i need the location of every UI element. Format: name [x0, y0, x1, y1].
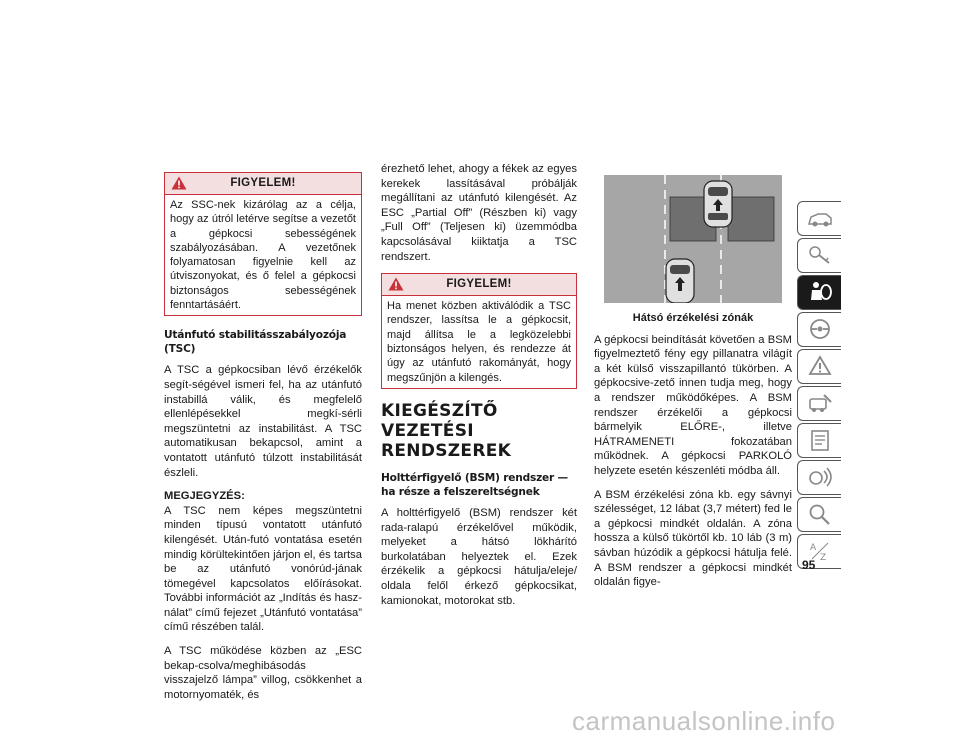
tsc-heading: Utánfutó stabilitásszabályozója (TSC) [164, 329, 347, 356]
rear-detection-zones-diagram [604, 175, 782, 303]
airbag-safety-icon [806, 280, 834, 304]
tab-emergency[interactable] [797, 349, 841, 384]
column-3 [594, 175, 792, 599]
bsm-heading: Holttérfigyelő (BSM) rendszer — ha része a felszereltségnek [381, 471, 568, 498]
chapter-tabs [797, 201, 841, 571]
warning-box-ssc [164, 172, 362, 316]
column-1 [164, 172, 362, 711]
tsc-paragraph: A TSC a gépkocsiban lévő érzékelők segít-ségével ismeri fel, ha az utánfutó instabillá válik, és megfelelő ellenlépésekkel megkí-sérli megszüntetni az instabilitást. A TSC automatikusan bekapcsol, amint a vontatott utánfutó túlzott instabilitását észleli. [164, 364, 362, 479]
warning-title: FIGYELEM! [446, 278, 512, 291]
maintenance-list-icon [806, 428, 834, 452]
note-text: A TSC nem képes megszüntetni minden típusú vontatott utánfutó kilengését. Után-futó vontatása esetén mindig körültekintően járjon el, és tartsa be az utánfutó vonórúd-jának tömegével kapcsolatos előírásokat. További információt az „Indítás és hasz-nálat” című fejezet „Utánfutó vontatása” című részében talál. [164, 504, 362, 634]
warning-triangle-icon [388, 277, 404, 291]
tab-introduction[interactable] [797, 201, 841, 236]
bsm-startup-paragraph: A gépkocsi beindítását követően a BSM figyelmeztető fény egy pillanatra világít a két külső visszapillantó tükörben. A gépkocsive-zető innen tudja meg, hogy a rendszer működőképes. A BSM rendszer érzékelői a gépkocsi bármelyik ELŐRE-, illetve HÁTRAMENETI fokozatában működnek. A gépkocsi PARKOLÓ helyzete esetén készenléti módba áll. [594, 333, 792, 477]
tsc-operation-paragraph: A TSC működése közben az „ESC bekap-csolva/meghibásodás visszajelző lámpa” villog, csökkenhet a motornyomaték, és [164, 645, 362, 701]
tab-customer-assistance[interactable] [797, 497, 841, 532]
warning-box-tsc [381, 273, 577, 389]
tab-getting-to-know[interactable] [797, 238, 841, 273]
warning-light-icon [806, 354, 834, 378]
warning-header [165, 173, 361, 195]
svg-text:Z: Z [820, 553, 827, 563]
figure-caption: Hátsó érzékelési zónák [632, 312, 754, 324]
tab-driving[interactable] [797, 312, 841, 347]
watermark: carmanualsonline.info [572, 706, 836, 736]
tab-safety[interactable] [797, 275, 841, 310]
column-2 [381, 162, 577, 617]
detection-zone-right [728, 197, 774, 241]
host-car-icon [704, 181, 732, 227]
steering-wheel-icon [806, 317, 834, 341]
warning-triangle-icon [171, 176, 187, 190]
warning-header [382, 274, 576, 296]
car-service-icon [806, 391, 834, 415]
bsm-paragraph: A holttérfigyelő (BSM) rendszer két rada-ralapú érzékelővel működik, melyeket a hátsó lökhárító burkolatában helyeztek el. Ezek érzékelik a gépkocsi hátulja/eleje/ oldala felől érkező gépkocsikat, kamionokat, motorokat stb. [381, 506, 577, 607]
note-block [164, 489, 362, 635]
multimedia-icon [806, 465, 834, 489]
car-keys-icon [806, 243, 834, 267]
page-number: 95 [802, 558, 816, 572]
tab-service[interactable] [797, 386, 841, 421]
section-heading: KIEGÉSZÍTŐ VEZETÉSI RENDSZEREK [381, 400, 512, 461]
warning-text: Az SSC-nek kizárólag az a célja, hogy az útról letérve segítse a vezetőt a gépkocsi sebességének szabályozásában. A vezetőnek folyamatosan figyelnie kell az útviszonyokat, és ő felel a gépkocsi biztonságos sebességének fenntartásáért. [170, 199, 356, 312]
warning-title: FIGYELEM! [230, 177, 296, 189]
note-title: MEGJEGYZÉS: [164, 490, 245, 503]
tsc-continued-paragraph: érezhető lehet, ahogy a fékek az egyes kerekek lassításával próbálják megállítani az utánfutó kilengését. Az ESC „Partial Off” (Részben ki) vagy „Full Off” (Teljesen ki) üzemmódba kapcsolásával kiiktatja a TSC rendszert. [381, 163, 577, 263]
approaching-car-icon [666, 259, 694, 303]
bsm-zone-paragraph: A BSM érzékelési zóna kb. egy sávnyi szélességet, 12 lábat (3,7 métert) fed le a gépkocsi mindkét oldalán. A zóna hossza a külső tükörtől kb. 10 láb (3 m) sávban húzódik a gépkocsi hátulja felé. A BSM rendszer a gépkocsi mindkét oldalán figye- [594, 488, 792, 589]
car-dashboard-icon [806, 206, 834, 230]
tab-multimedia[interactable] [797, 460, 841, 495]
search-icon [806, 502, 834, 526]
warning-text: Ha menet közben aktiválódik a TSC rendszer, lassítsa le a gépkocsit, majd állítsa le a legközelebbi biztonságos helyen, és rendezze át úgy az utánfutó rakományát, hogy megszűnjön a kilengés. [387, 300, 571, 384]
tab-specifications[interactable] [797, 423, 841, 458]
svg-text:A: A [810, 543, 817, 553]
